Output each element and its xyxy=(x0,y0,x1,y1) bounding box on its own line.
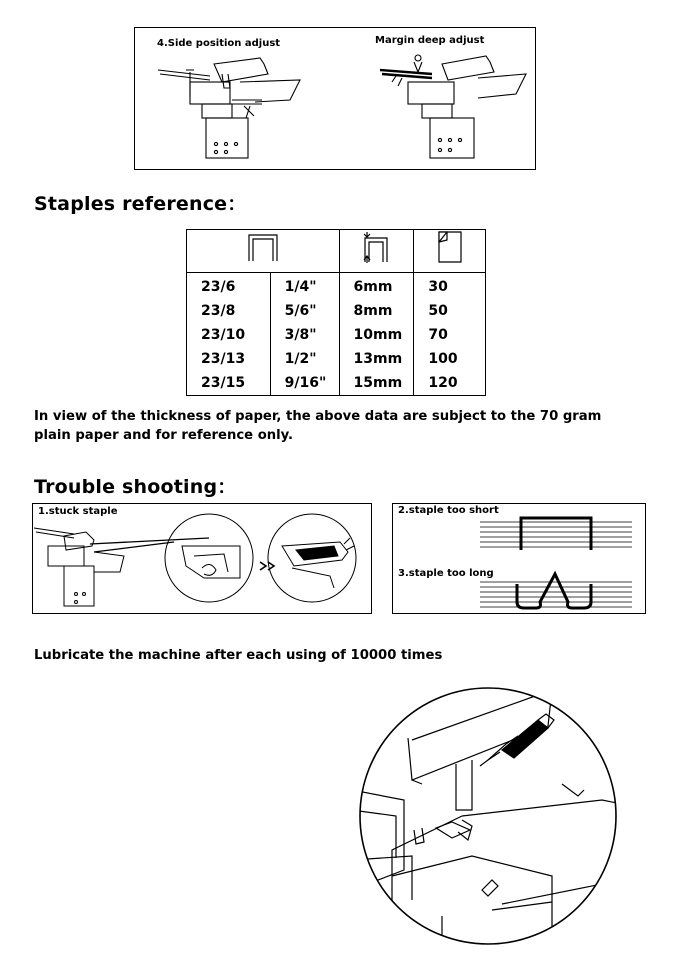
staple-inch-cell: 9/16" xyxy=(270,371,339,396)
staple-sheets-cell: 50 xyxy=(414,299,486,323)
lubricate-instruction: Lubricate the machine after each using of 10000 times xyxy=(34,648,443,663)
trouble-shooting-heading: Trouble shooting： xyxy=(34,476,237,498)
paper-sheets-header xyxy=(414,230,486,273)
staples-note-line-2: plain paper and for reference only. xyxy=(34,428,294,443)
staple-too-long-drawing xyxy=(480,572,632,612)
table-row xyxy=(187,323,486,347)
margin-deep-stapler-drawing xyxy=(378,48,528,162)
margin-deep-adjust-label: Margin deep adjust xyxy=(375,35,485,46)
staple-type-cell: 23/10 xyxy=(187,323,271,347)
table-row xyxy=(187,347,486,371)
staple-inch-cell: 5/6" xyxy=(270,299,339,323)
staple-mm-cell: 10mm xyxy=(339,323,414,347)
staples-note-line-1: In view of the thickness of paper, the above data are subject to the 70 gram xyxy=(34,409,602,424)
stuck-staple-label: 1.stuck staple xyxy=(38,506,118,517)
table-row xyxy=(187,371,486,396)
side-position-adjust-label: 4.Side position adjust xyxy=(157,38,281,49)
staple-type-cell: 23/13 xyxy=(187,347,271,371)
lubrication-detail-drawing xyxy=(352,680,622,950)
staple-mm-cell: 6mm xyxy=(339,273,414,300)
staple-mm-cell: 15mm xyxy=(339,371,414,396)
table-header-row xyxy=(187,230,486,273)
staple-sheets-cell: 70 xyxy=(414,323,486,347)
staple-too-short-label: 2.staple too short xyxy=(398,505,499,516)
paper-sheet-icon xyxy=(435,230,465,264)
staples-reference-table xyxy=(186,229,486,396)
staple-depth-icon xyxy=(361,230,391,264)
staple-inch-cell: 1/2" xyxy=(270,347,339,371)
staple-inch-cell: 3/8" xyxy=(270,323,339,347)
staple-sheets-cell: 100 xyxy=(414,347,486,371)
table-row xyxy=(187,299,486,323)
staple-icon xyxy=(245,231,281,263)
stuck-staple-drawing xyxy=(34,516,370,612)
staples-reference-heading: Staples reference： xyxy=(34,193,247,215)
staple-too-long-label: 3.staple too long xyxy=(398,568,494,579)
staple-mm-cell: 8mm xyxy=(339,299,414,323)
side-position-stapler-drawing xyxy=(150,52,310,162)
staple-shape-header xyxy=(187,230,340,273)
staple-depth-header xyxy=(339,230,414,273)
staple-type-cell: 23/6 xyxy=(187,273,271,300)
staple-mm-cell: 13mm xyxy=(339,347,414,371)
staple-sheets-cell: 30 xyxy=(414,273,486,300)
staple-sheets-cell: 120 xyxy=(414,371,486,396)
staple-type-cell: 23/8 xyxy=(187,299,271,323)
staple-inch-cell: 1/4" xyxy=(270,273,339,300)
staple-too-short-drawing xyxy=(480,514,632,554)
table-row xyxy=(187,273,486,300)
staple-type-cell: 23/15 xyxy=(187,371,271,396)
